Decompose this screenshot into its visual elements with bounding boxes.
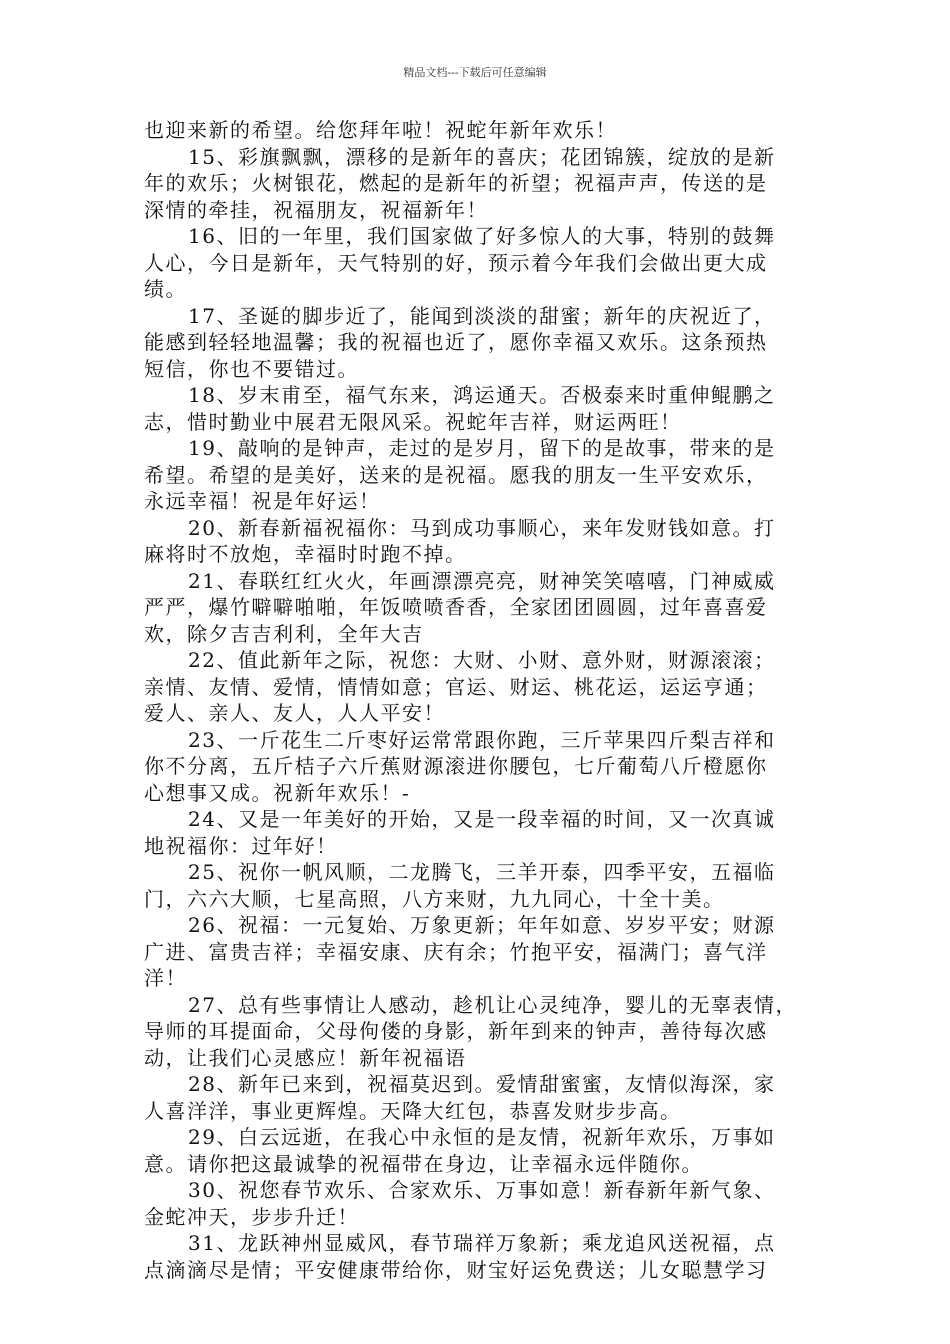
text-line: 30、祝您春节欢乐、合家欢乐、万事如意！新春新年新气象、 bbox=[188, 1178, 776, 1202]
text-line: 深情的牵挂，祝福朋友，祝福新年！ bbox=[144, 197, 488, 222]
text-line: 25、祝你一帆风顺，二龙腾飞，三羊开泰，四季平安，五福临 bbox=[188, 860, 776, 884]
text-line: 17、圣诞的脚步近了，能闻到淡淡的甜蜜；新年的庆祝近了， bbox=[188, 303, 776, 328]
paragraph bbox=[144, 1177, 816, 1230]
page-header: 精品文档---下载后可任意编辑 bbox=[403, 66, 547, 79]
text-line: 亲情、友情、爱情，情情如意；官运、财运、桃花运，运运亨通； bbox=[144, 674, 768, 699]
text-line: 你不分离，五斤桔子六斤蕉财源滚进你腰包，七斤葡萄八斤橙愿你 bbox=[144, 754, 768, 778]
text-line: 20、新春新福祝福你：马到成功事顺心，来年发财钱如意。打 bbox=[188, 515, 776, 540]
text-line: 26、祝福：一元复始、万象更新；年年如意、岁岁平安；财源 bbox=[188, 913, 776, 937]
text-line: 金蛇冲天，步步升迁！ bbox=[144, 1204, 359, 1229]
text-line: 欢，除夕吉吉利利，全年大吉 bbox=[144, 621, 424, 646]
paragraph bbox=[144, 382, 816, 435]
paragraph bbox=[144, 303, 816, 383]
text-line: 洋！ bbox=[144, 966, 187, 990]
text-line: 短信，你也不要错过。 bbox=[144, 356, 359, 381]
text-line: 门，六六大顺，七星高照，八方来财，九九同心，十全十美。 bbox=[144, 886, 725, 911]
paragraph bbox=[144, 568, 816, 648]
paragraph bbox=[144, 727, 816, 807]
text-line: 16、旧的一年里，我们国家做了好多惊人的大事，特别的鼓舞 bbox=[188, 224, 776, 248]
text-line: 点滴滴尽是情；平安健康带给你，财宝好运免费送；儿女聪慧学习 bbox=[144, 1257, 768, 1282]
paragraph bbox=[144, 435, 816, 515]
paragraph bbox=[144, 223, 816, 303]
text-line: 希望。希望的是美好，送来的是祝福。愿我的朋友一生平安欢乐， bbox=[144, 462, 768, 487]
text-line: 能感到轻轻地温馨；我的祝福也近了，愿你幸福又欢乐。这条预热 bbox=[144, 330, 768, 354]
text-line: 31、龙跃神州显威风，春节瑞祥万象新；乘龙追风送祝福，点 bbox=[188, 1231, 776, 1255]
text-line: 28、新年已来到，祝福莫迟到。爱情甜蜜蜜，友情似海深，家 bbox=[188, 1072, 776, 1096]
text-line: 年的欢乐；火树银花，燃起的是新年的祈望；祝福声声，传送的是 bbox=[144, 171, 768, 195]
text-line: 导师的耳提面命，父母佝偻的身影，新年到来的钟声，善待每次感 bbox=[144, 1019, 768, 1043]
paragraph bbox=[144, 1071, 816, 1124]
paragraph bbox=[144, 117, 816, 144]
text-line: 动，让我们心灵感应！新年祝福语 bbox=[144, 1045, 467, 1070]
text-line: 爱人、亲人、友人，人人平安！ bbox=[144, 701, 445, 725]
paragraph bbox=[144, 859, 816, 912]
paragraph bbox=[144, 1230, 816, 1283]
text-line: 21、春联红红火火，年画漂漂亮亮，财神笑笑嘻嘻，门神威威 bbox=[188, 568, 776, 593]
text-line: 严严，爆竹噼噼啪啪，年饭喷喷香香，全家团团圆圆，过年喜喜爱 bbox=[144, 595, 768, 619]
text-line: 23、一斤花生二斤枣好运常常跟你跑，三斤苹果四斤梨吉祥和 bbox=[188, 727, 776, 752]
text-line: 绩。 bbox=[144, 277, 187, 301]
text-line: 22、值此新年之际，祝您：大财、小财、意外财，财源滚滚； bbox=[188, 648, 776, 672]
text-line: 广进、富贵吉祥；幸福安康、庆有余；竹抱平安，福满门；喜气洋 bbox=[144, 939, 768, 964]
text-line: 心想事又成。祝新年欢乐！- bbox=[144, 780, 411, 805]
paragraph bbox=[144, 806, 816, 859]
paragraph bbox=[144, 1124, 816, 1177]
paragraph bbox=[144, 144, 816, 224]
text-line: 27、总有些事情让人感动，趁机让心灵纯净，婴儿的无辜表情， bbox=[188, 992, 797, 1017]
text-line: 意。请你把这最诚挚的祝福带在身边，让幸福永远伴随你。 bbox=[144, 1151, 703, 1176]
text-line: 永远幸福！祝是年好运！ bbox=[144, 489, 381, 513]
document-body bbox=[144, 117, 816, 1283]
text-line: 麻将时不放炮，幸福时时跑不掉。 bbox=[144, 542, 467, 566]
text-line: 也迎来新的希望。给您拜年啦！祝蛇年新年欢乐！ bbox=[144, 118, 617, 142]
paragraph bbox=[144, 515, 816, 568]
paragraph bbox=[144, 992, 816, 1072]
paragraph bbox=[144, 647, 816, 727]
text-line: 15、彩旗飘飘，漂移的是新年的喜庆；花团锦簇，绽放的是新 bbox=[188, 144, 776, 169]
text-line: 志，惜时勤业中展君无限风采。祝蛇年吉祥，财运两旺！ bbox=[144, 409, 682, 434]
text-line: 19、敲响的是钟声，走过的是岁月，留下的是故事，带来的是 bbox=[188, 436, 776, 460]
text-line: 地祝福你：过年好！ bbox=[144, 833, 338, 858]
text-line: 29、白云远逝，在我心中永恒的是友情，祝新年欢乐，万事如 bbox=[188, 1125, 776, 1149]
text-line: 24、又是一年美好的开始，又是一段幸福的时间，又一次真诚 bbox=[188, 807, 776, 831]
text-line: 18、岁末甫至，福气东来，鸿运通天。否极泰来时重伸鲲鹏之 bbox=[188, 383, 776, 407]
text-line: 人心，今日是新年，天气特别的好，预示着今年我们会做出更大成 bbox=[144, 250, 768, 275]
paragraph bbox=[144, 912, 816, 992]
text-line: 人喜洋洋，事业更辉煌。天降大红包，恭喜发财步步高。 bbox=[144, 1098, 682, 1123]
